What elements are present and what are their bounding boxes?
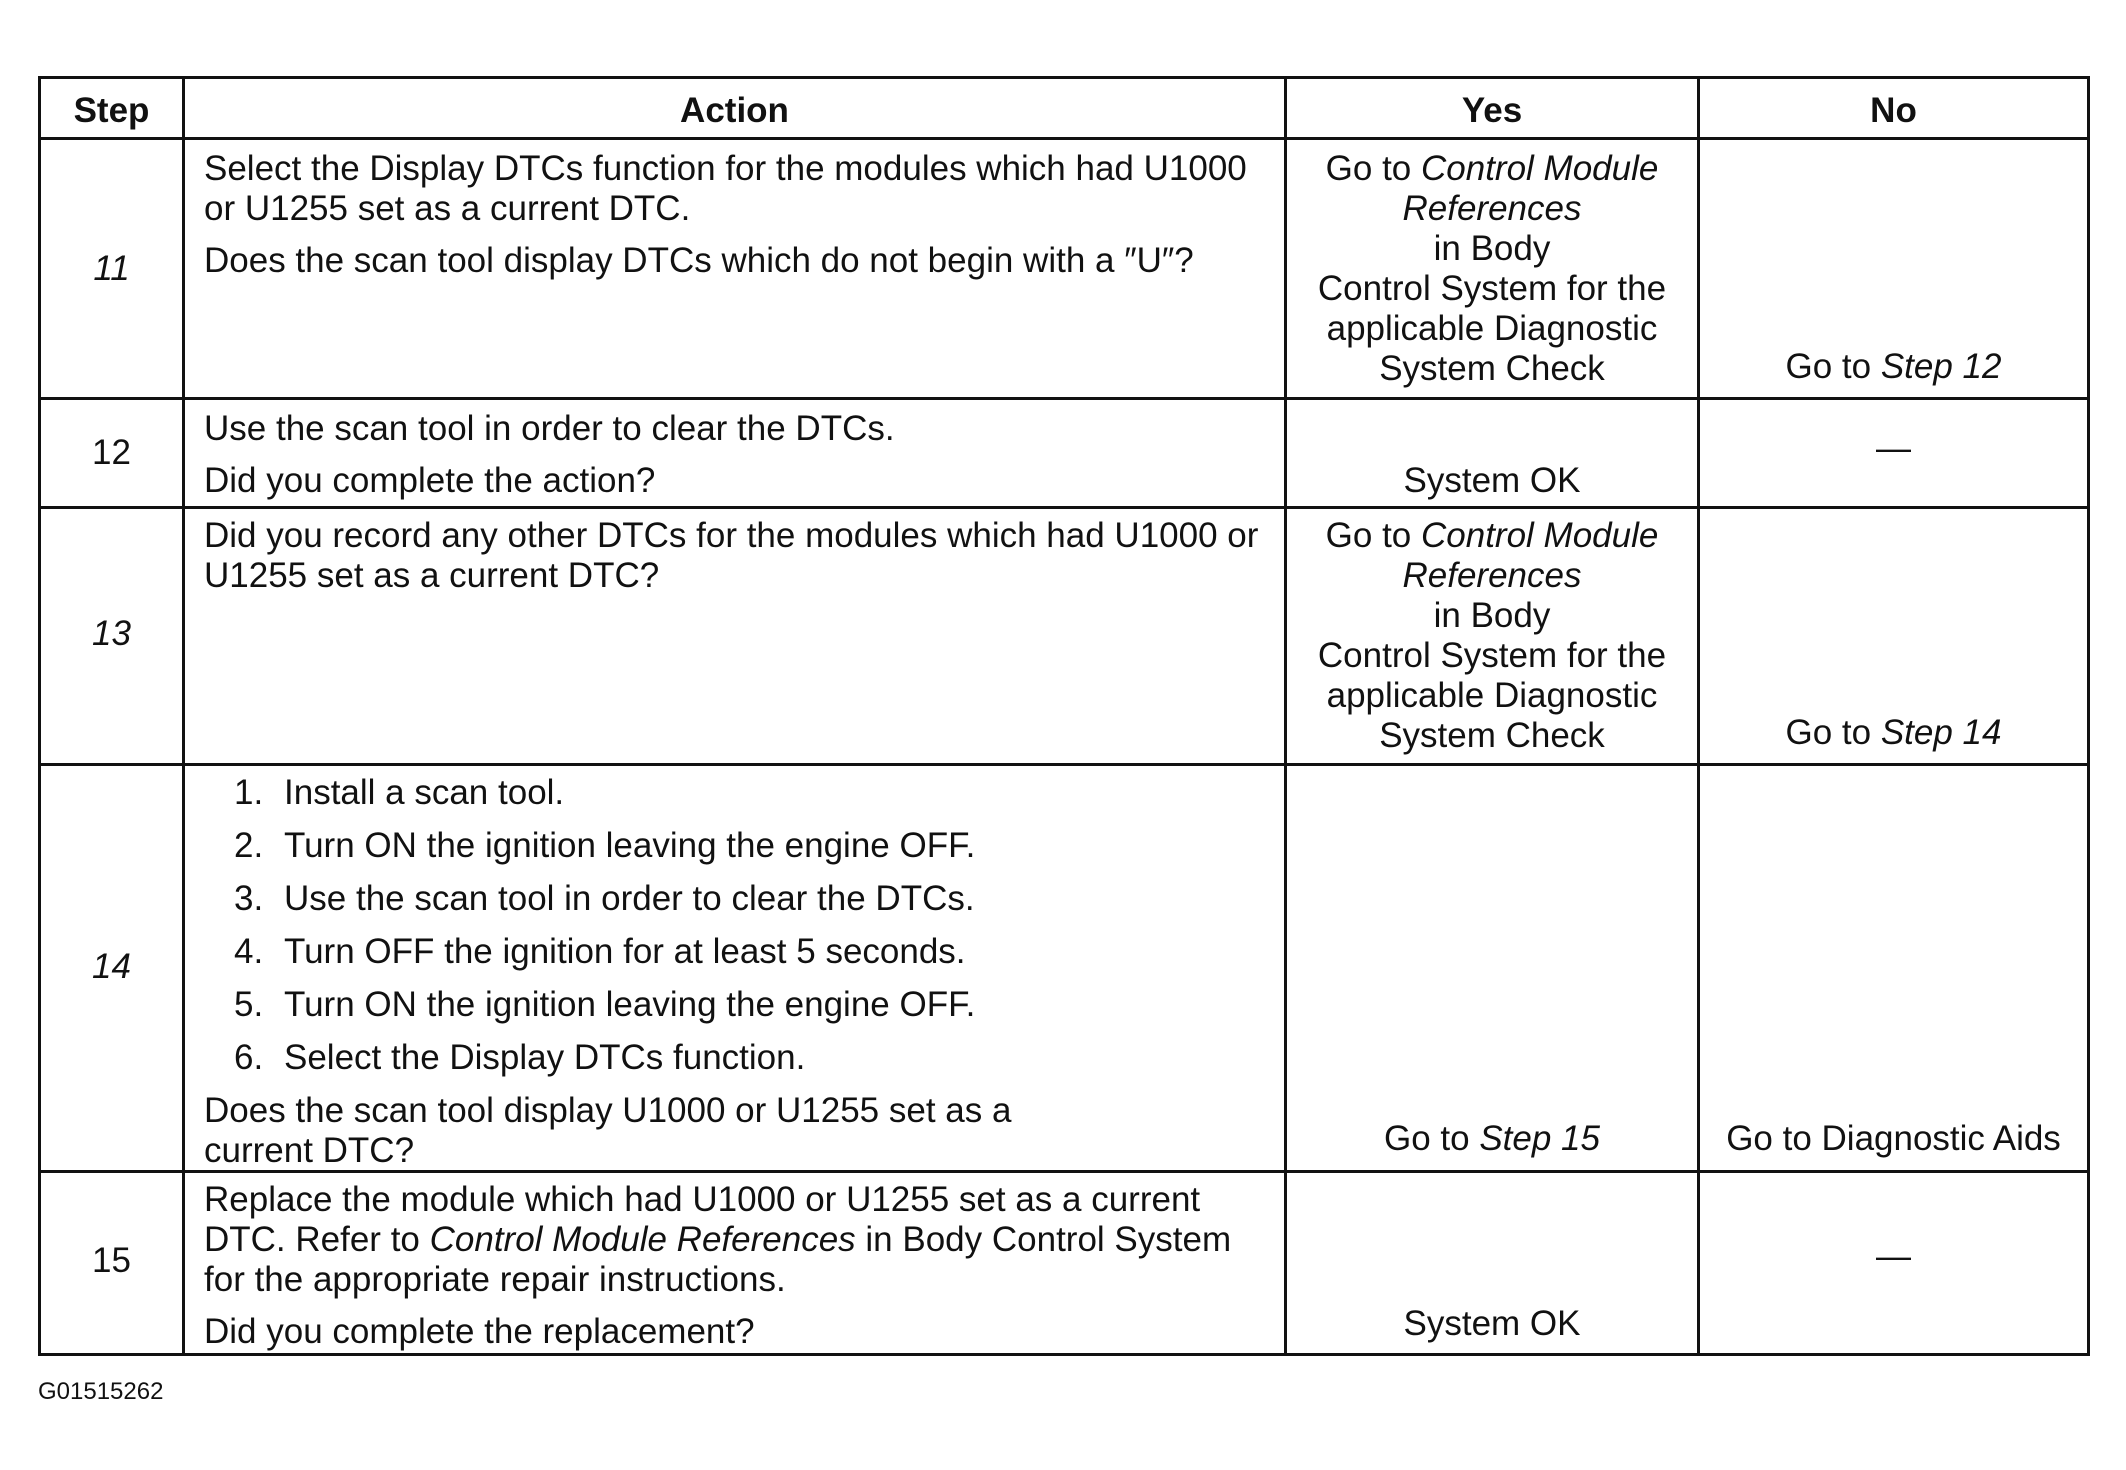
header-no: No xyxy=(1870,91,1917,130)
action-cell xyxy=(204,149,1264,281)
step-link[interactable]: Step 14 xyxy=(1880,713,2002,752)
list-item: 5. Turn ON the ignition leaving the engine OFF. xyxy=(234,985,976,1024)
step-number: 11 xyxy=(93,249,130,288)
reference-link[interactable]: Control Module References xyxy=(1402,516,1659,595)
row-divider xyxy=(41,137,2087,140)
action-question: Does the scan tool display U1000 or U1255 set as a current DTC? xyxy=(204,1091,1012,1170)
step-number: 13 xyxy=(92,614,131,653)
list-item: 4. Turn OFF the ignition for at least 5 seconds. xyxy=(234,932,966,971)
action-question: Did you record any other DTCs for the modules which had U1000 or U1255 set as a current DTC? xyxy=(204,516,1259,595)
no-cell: Go to Step 12 xyxy=(1785,347,2002,386)
no-cell: Go to Diagnostic Aids xyxy=(1726,1119,2061,1158)
reference-link[interactable]: Control Module References xyxy=(1402,149,1659,228)
header-yes: Yes xyxy=(1461,91,1523,130)
yes-cell: Go to Control Module References in Body Control System for the applicable Diagnostic System Check xyxy=(1317,516,1667,755)
action-instruction: Replace the module which had U1000 or U1255 set as a current DTC. Refer to Control Module References in Body Control System for the appropriate repair instructions. xyxy=(204,1180,1232,1299)
list-item: 2. Turn ON the ignition leaving the engine OFF. xyxy=(234,826,976,865)
action-cell xyxy=(204,773,1264,1171)
list-item: 1. Install a scan tool. xyxy=(234,773,565,812)
action-question: Does the scan tool display DTCs which do not begin with a ″U″? xyxy=(204,241,1194,280)
reference-link[interactable]: Control Module References xyxy=(429,1220,856,1259)
row-divider xyxy=(41,763,2087,766)
action-cell xyxy=(204,1180,1264,1352)
list-item: 3. Use the scan tool in order to clear the DTCs. xyxy=(234,879,975,918)
step-number: 15 xyxy=(92,1241,131,1280)
row-divider xyxy=(41,506,2087,509)
step-number: 14 xyxy=(92,947,131,986)
action-step-list xyxy=(204,773,1264,1091)
action-question: Did you complete the action? xyxy=(204,461,656,500)
action-cell xyxy=(204,409,1264,501)
action-instruction: Use the scan tool in order to clear the DTCs. xyxy=(204,409,895,448)
list-item: 6. Select the Display DTCs function. xyxy=(234,1038,806,1077)
no-dash: — xyxy=(1876,1237,1911,1276)
yes-cell: System OK xyxy=(1403,1304,1581,1343)
yes-cell: Go to Control Module References in Body Control System for the applicable Diagnostic System Check xyxy=(1317,149,1667,388)
diagnostic-table xyxy=(38,76,2090,1356)
step-number: 12 xyxy=(92,433,131,472)
header-action: Action xyxy=(680,91,789,130)
figure-id: G01515262 xyxy=(38,1378,164,1405)
yes-cell: Go to Step 15 xyxy=(1384,1119,1600,1158)
header-step: Step xyxy=(73,91,150,130)
yes-cell: System OK xyxy=(1403,461,1581,500)
step-link[interactable]: Step 12 xyxy=(1880,347,2002,386)
no-cell: Go to Step 14 xyxy=(1785,713,2002,752)
action-instruction: Select the Display DTCs function for the modules which had U1000 or U1255 set as a current DTC. xyxy=(204,149,1247,228)
action-cell xyxy=(204,516,1274,596)
row-divider xyxy=(41,397,2087,400)
no-dash: — xyxy=(1876,429,1911,468)
column-divider xyxy=(182,79,185,1353)
action-question: Did you complete the replacement? xyxy=(204,1312,755,1351)
step-link[interactable]: Step 15 xyxy=(1479,1119,1600,1158)
